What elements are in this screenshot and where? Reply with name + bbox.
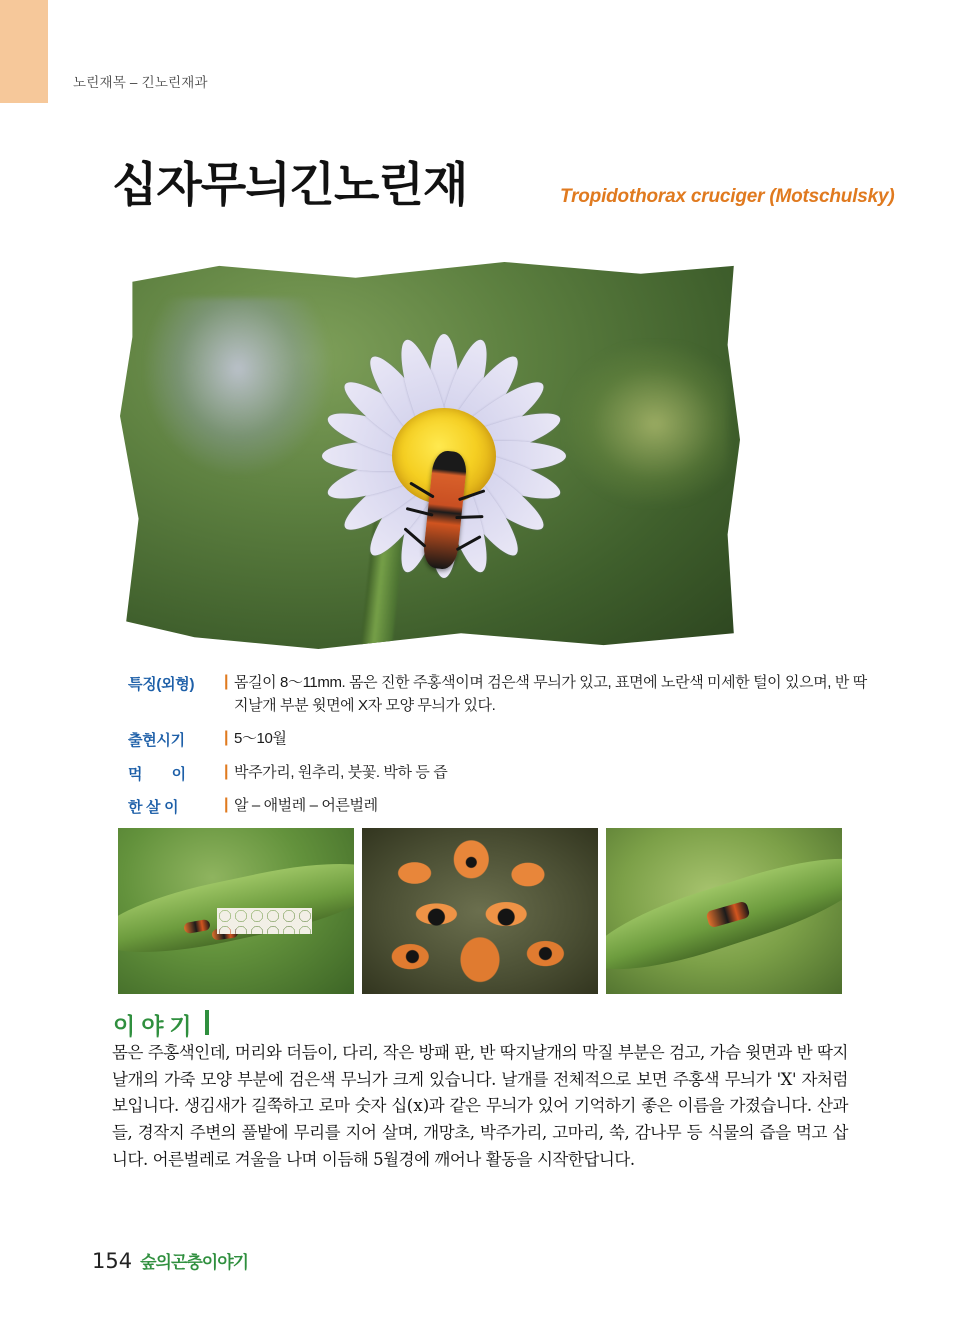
- fact-label-appearance: 특징(외형): [128, 676, 195, 693]
- main-photo-background: [120, 258, 740, 653]
- story-body: 몸은 주홍색인데, 머리와 더듬이, 다리, 작은 방패 판, 반 딱지날개의 막질 부분은 검고, 가슴 윗면과 반 딱지날개의 가죽 모양 부분에 검은색 무늬가 크게 있습니다. 날개를 전체적으로 보면 주홍색 무늬가 'X' 자처럼 보입니다. 생김새가 길쭉하고 로마 숫자 십(ⅹ)과 같은 무늬가 있어 기억하기 좋은 이름을 가졌습니다. 산과 들, 경작지 주변의 풀밭에 무리를 지어 살며, 개망초, 박주가리, 고마리, 쑥, 감나무 등 식물의 즙을 먹고 삽니다. 어른벌레로 겨울을 나며 이듬해 5월경에 깨어나 활동을 시작한답니다.: [112, 1043, 848, 1169]
- page-number: 154: [92, 1249, 133, 1273]
- fact-separator-icon: |: [224, 796, 229, 813]
- footer-logo: 숲의곤충이야기: [140, 1253, 249, 1273]
- fact-label-lifecycle: 한 살 이: [128, 799, 179, 816]
- fact-label-food: 먹 이: [128, 765, 186, 783]
- fact-label-season: 출현시기: [128, 732, 185, 749]
- aster-flower: [294, 321, 594, 591]
- page-title: 십자무늬긴노린재: [112, 158, 468, 213]
- photo-eggs-and-adults: [118, 828, 354, 994]
- header-band: [0, 0, 960, 103]
- fact-list: [128, 672, 868, 829]
- story-heading: 이야기: [113, 1014, 198, 1040]
- fact-row: [128, 728, 868, 751]
- fact-value-lifecycle: 알 – 애벌레 – 어른벌레: [234, 797, 378, 814]
- photo-adult-cluster: [362, 828, 598, 994]
- scientific-name: Tropidothorax cruciger (Motschulsky): [560, 186, 895, 207]
- fact-separator-icon: |: [224, 729, 229, 746]
- fact-row: [128, 795, 868, 818]
- photo-strip: [118, 828, 842, 994]
- fact-value-appearance: 몸길이 8〜11mm. 몸은 진한 주홍색이며 검은색 무늬가 있고, 표면에 노란색 미세한 털이 있으며, 반 딱지날개 부분 윗면에 X자 모양 무늬가 있다.: [234, 674, 867, 714]
- insect-markings: [371, 835, 588, 988]
- main-photo: [120, 258, 740, 653]
- fact-value-season: 5〜10월: [234, 730, 287, 747]
- egg-cluster: [217, 908, 311, 935]
- fact-separator-icon: |: [224, 673, 229, 690]
- fact-row: [128, 762, 868, 785]
- fact-value-food: 박주가리, 원추리, 붓꽃. 박하 등 즙: [234, 763, 448, 781]
- breadcrumb: 노린재목 – 긴노린재과: [73, 75, 208, 90]
- fact-separator-icon: |: [224, 762, 229, 780]
- fact-row: [128, 672, 868, 717]
- photo-single-adult: [606, 828, 842, 994]
- footer: [92, 1248, 248, 1273]
- story-heading-bar: [205, 1010, 209, 1035]
